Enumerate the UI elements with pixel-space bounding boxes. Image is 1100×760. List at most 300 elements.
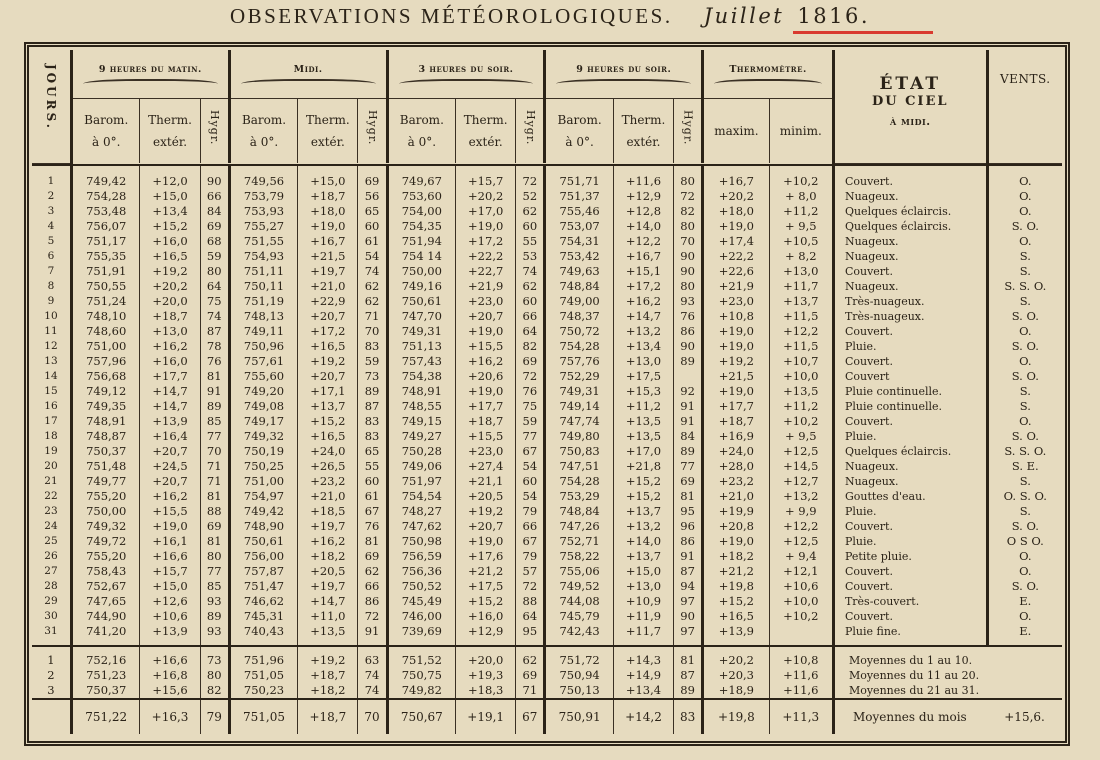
cell-vents: O. — [987, 549, 1062, 564]
cell-hygr-midi: 56 — [358, 189, 387, 204]
col-vents: VENTS. — [987, 50, 1062, 163]
cell-therm-3s: +21,9 — [456, 279, 516, 294]
cell-therm-midi: +18,5 — [298, 504, 358, 519]
cell-day: 13 — [44, 354, 58, 367]
table-row — [32, 249, 1062, 264]
cell-therm-minim: +10,2 — [769, 609, 833, 624]
cell-therm-3s: +18,7 — [456, 414, 516, 429]
cell-hygr-9m: 59 — [200, 249, 229, 264]
cell-therm-midi: +21,5 — [298, 249, 358, 264]
table-row — [32, 429, 1062, 444]
cell-therm-maxim: +15,2 — [703, 594, 769, 609]
cell-therm-midi: +19,2 — [298, 354, 358, 369]
cell-therm-maxim: +18,2 — [703, 549, 769, 564]
table-row — [32, 624, 1062, 646]
col-barom-3: Barom. à 0°. — [387, 99, 456, 164]
cell-therm-3s: +16,0 — [456, 609, 516, 624]
cell-etat-du-ciel: Quelques éclaircis. — [833, 204, 987, 219]
cell-etat-du-ciel: Couvert — [833, 369, 987, 384]
cell-hygr-3s: 66 — [516, 519, 545, 534]
month-cell-therm-9m: +16,3 — [140, 700, 200, 734]
table-row — [32, 165, 1062, 189]
title-text: OBSERVATIONS MÉTÉOROLOGIQUES. — [229, 4, 673, 28]
cell-vents: S. O. — [987, 579, 1062, 594]
cell-therm-9s: +13,2 — [613, 519, 673, 534]
cell-hygr-midi: 72 — [358, 609, 387, 624]
cell-barom-9m: 748,10 — [71, 309, 140, 324]
cell-therm-9m: +16,5 — [140, 249, 200, 264]
cell-therm-maxim: +16,7 — [703, 165, 769, 189]
cell-vents: E. — [987, 594, 1062, 609]
avg-cell-therm-3s: +20,0 — [456, 647, 516, 668]
cell-therm-9m: +19,0 — [140, 519, 200, 534]
cell-hygr-midi: 65 — [358, 204, 387, 219]
avg-cell-therm-3s: +18,3 — [456, 683, 516, 699]
cell-etat-du-ciel: Couvert. — [833, 264, 987, 279]
cell-hygr-9m: 78 — [200, 339, 229, 354]
cell-therm-9s: +10,9 — [613, 594, 673, 609]
month-average-label: Moyennes du mois — [833, 700, 987, 734]
cell-hygr-9m: 85 — [200, 579, 229, 594]
cell-hygr-midi: 86 — [358, 594, 387, 609]
cell-hygr-3s: 72 — [516, 579, 545, 594]
observations-table — [32, 50, 1062, 734]
cell-therm-maxim: +19,8 — [703, 579, 769, 594]
cell-hygr-midi: 65 — [358, 444, 387, 459]
cell-therm-minim: +11,7 — [769, 279, 833, 294]
cell-barom-9m: 748,91 — [71, 414, 140, 429]
cell-barom-9m: 755,20 — [71, 489, 140, 504]
cell-day: 26 — [44, 549, 58, 562]
cell-therm-midi: +23,2 — [298, 474, 358, 489]
table-row — [32, 384, 1062, 399]
cell-hygr-3s: 62 — [516, 279, 545, 294]
cell-therm-midi: +15,0 — [298, 165, 358, 189]
avg-cell-barom-9s: 751,72 — [545, 647, 614, 668]
cell-vents: S. — [987, 294, 1062, 309]
cell-day: 10 — [44, 309, 58, 322]
cell-therm-9m: +16,2 — [140, 489, 200, 504]
cell-therm-minim: + 8,2 — [769, 249, 833, 264]
cell-therm-9m: +12,0 — [140, 165, 200, 189]
cell-barom-9m: 755,35 — [71, 249, 140, 264]
cell-day: 23 — [44, 504, 58, 517]
cell-hygr-3s: 72 — [516, 369, 545, 384]
month-cell-therm-3s: +19,1 — [456, 700, 516, 734]
cell-hygr-9m: 81 — [200, 534, 229, 549]
cell-therm-minim: + 8,0 — [769, 189, 833, 204]
cell-therm-9m: +15,5 — [140, 504, 200, 519]
cell-therm-maxim: +17,4 — [703, 234, 769, 249]
cell-day: 14 — [44, 369, 58, 382]
cell-hygr-9m: 77 — [200, 429, 229, 444]
cell-therm-9m: +16,0 — [140, 354, 200, 369]
table-row — [32, 579, 1062, 594]
cell-therm-9m: +17,7 — [140, 369, 200, 384]
cell-barom-midi: 749,56 — [229, 165, 298, 189]
cell-hygr-3s: 53 — [516, 249, 545, 264]
cell-etat-du-ciel: Couvert. — [833, 165, 987, 189]
cell-day: 20 — [44, 459, 58, 472]
cell-barom-9s: 757,76 — [545, 354, 614, 369]
cell-barom-3s: 750,98 — [387, 534, 456, 549]
cell-hygr-3s: 74 — [516, 264, 545, 279]
cell-therm-maxim: +21,0 — [703, 489, 769, 504]
cell-therm-maxim: +21,5 — [703, 369, 769, 384]
avg-cell-day: 2 — [47, 667, 55, 682]
cell-therm-9m: +16,1 — [140, 534, 200, 549]
cell-barom-midi: 753,93 — [229, 204, 298, 219]
cell-barom-midi: 751,00 — [229, 474, 298, 489]
cell-etat-du-ciel: Nuageux. — [833, 249, 987, 264]
cell-therm-midi: +17,1 — [298, 384, 358, 399]
cell-therm-midi: +20,7 — [298, 369, 358, 384]
table-row — [32, 474, 1062, 489]
cell-hygr-9s: 91 — [674, 399, 703, 414]
cell-hygr-3s: 59 — [516, 414, 545, 429]
cell-therm-maxim: +23,2 — [703, 474, 769, 489]
decade-averages — [32, 646, 1062, 699]
cell-therm-minim: +14,5 — [769, 459, 833, 474]
avg-cell-etat-du-ciel: Moyennes du 21 au 31. — [833, 683, 1062, 699]
cell-therm-9m: +14,7 — [140, 384, 200, 399]
cell-therm-minim: +11,5 — [769, 339, 833, 354]
avg-cell-barom-midi: 751,05 — [229, 668, 298, 683]
cell-barom-midi: 750,61 — [229, 534, 298, 549]
cell-therm-maxim: +19,0 — [703, 219, 769, 234]
cell-therm-maxim: +10,8 — [703, 309, 769, 324]
cell-etat-du-ciel: Couvert. — [833, 324, 987, 339]
cell-day: 16 — [44, 399, 58, 412]
cell-therm-9m: +20,2 — [140, 279, 200, 294]
avg-cell-hygr-9s: 81 — [674, 647, 703, 668]
cell-therm-maxim: +19,0 — [703, 534, 769, 549]
cell-therm-9m: +18,7 — [140, 309, 200, 324]
cell-therm-3s: +20,2 — [456, 189, 516, 204]
avg-cell-barom-midi: 750,23 — [229, 683, 298, 699]
cell-etat-du-ciel: Pluie. — [833, 504, 987, 519]
cell-barom-9m: 758,43 — [71, 564, 140, 579]
cell-therm-minim: +12,2 — [769, 324, 833, 339]
cell-barom-3s: 739,69 — [387, 624, 456, 646]
cell-barom-9s: 754,31 — [545, 234, 614, 249]
cell-barom-9m: 749,77 — [71, 474, 140, 489]
cell-hygr-9m: 85 — [200, 414, 229, 429]
cell-hygr-3s: 64 — [516, 324, 545, 339]
month-cell-therm-maxim: +19,8 — [703, 700, 769, 734]
cell-day: 9 — [47, 294, 55, 307]
avg-cell-therm-maxim: +20,3 — [703, 668, 769, 683]
cell-therm-9m: +20,7 — [140, 474, 200, 489]
cell-day: 17 — [44, 414, 58, 427]
cell-therm-minim: +10,5 — [769, 234, 833, 249]
cell-barom-3s: 756,36 — [387, 564, 456, 579]
cell-barom-3s: 749,67 — [387, 165, 456, 189]
avg-cell-day: 1 — [47, 652, 55, 667]
cell-hygr-midi: 76 — [358, 519, 387, 534]
cell-therm-3s: +17,7 — [456, 399, 516, 414]
cell-vents: S. — [987, 384, 1062, 399]
cell-therm-3s: +22,7 — [456, 264, 516, 279]
average-row — [32, 668, 1062, 683]
cell-therm-minim: +12,5 — [769, 534, 833, 549]
cell-hygr-midi: 66 — [358, 579, 387, 594]
avg-cell-barom-3s: 751,52 — [387, 647, 456, 668]
cell-hygr-9s — [674, 369, 703, 384]
cell-barom-midi: 751,11 — [229, 264, 298, 279]
cell-therm-9s: +13,4 — [613, 339, 673, 354]
cell-hygr-9m: 68 — [200, 234, 229, 249]
cell-hygr-3s: 54 — [516, 489, 545, 504]
cell-hygr-9s: 86 — [674, 324, 703, 339]
cell-hygr-3s: 67 — [516, 534, 545, 549]
cell-therm-9m: +15,0 — [140, 579, 200, 594]
cell-barom-midi: 751,47 — [229, 579, 298, 594]
cell-hygr-9m: 93 — [200, 624, 229, 646]
cell-therm-3s: +27,4 — [456, 459, 516, 474]
cell-therm-9m: +13,0 — [140, 324, 200, 339]
cell-etat-du-ciel: Pluie. — [833, 534, 987, 549]
cell-therm-9m: +24,5 — [140, 459, 200, 474]
cell-barom-midi: 751,55 — [229, 234, 298, 249]
cell-hygr-3s: 62 — [516, 204, 545, 219]
cell-barom-9s: 742,43 — [545, 624, 614, 646]
cell-etat-du-ciel: Couvert. — [833, 414, 987, 429]
cell-therm-9s: +13,0 — [613, 354, 673, 369]
cell-therm-maxim: +21,9 — [703, 279, 769, 294]
cell-barom-midi: 749,08 — [229, 399, 298, 414]
cell-hygr-9s: 90 — [674, 249, 703, 264]
cell-barom-9s: 750,83 — [545, 444, 614, 459]
cell-barom-9s: 751,37 — [545, 189, 614, 204]
cell-therm-9s: +14,7 — [613, 309, 673, 324]
cell-hygr-9m: 88 — [200, 504, 229, 519]
cell-barom-midi: 749,32 — [229, 429, 298, 444]
cell-hygr-9m: 90 — [200, 165, 229, 189]
cell-therm-minim: +12,7 — [769, 474, 833, 489]
cell-therm-9m: +20,0 — [140, 294, 200, 309]
cell-vents: O. — [987, 189, 1062, 204]
cell-barom-midi: 750,25 — [229, 459, 298, 474]
cell-barom-9m: 754,28 — [71, 189, 140, 204]
cell-hygr-9s: 76 — [674, 309, 703, 324]
table-row — [32, 519, 1062, 534]
cell-therm-minim: +10,2 — [769, 165, 833, 189]
cell-hygr-midi: 62 — [358, 564, 387, 579]
avg-cell-day: 3 — [47, 682, 55, 697]
table-row — [32, 399, 1062, 414]
cell-hygr-9m: 80 — [200, 264, 229, 279]
cell-barom-9s: 748,84 — [545, 504, 614, 519]
cell-therm-midi: +20,5 — [298, 564, 358, 579]
cell-therm-3s: +19,0 — [456, 219, 516, 234]
cell-hygr-3s: 66 — [516, 309, 545, 324]
cell-hygr-9s: 84 — [674, 429, 703, 444]
cell-therm-9m: +16,0 — [140, 234, 200, 249]
cell-therm-midi: +21,0 — [298, 489, 358, 504]
cell-therm-3s: +15,5 — [456, 429, 516, 444]
cell-day: 19 — [44, 444, 58, 457]
cell-therm-9m: +13,4 — [140, 204, 200, 219]
month-average — [32, 699, 1062, 734]
cell-hygr-midi: 83 — [358, 339, 387, 354]
table-row — [32, 309, 1062, 324]
cell-therm-9s: +11,7 — [613, 624, 673, 646]
cell-day: 12 — [44, 339, 58, 352]
cell-barom-9s: 753,07 — [545, 219, 614, 234]
avg-cell-hygr-3s: 69 — [516, 668, 545, 683]
cell-hygr-9s: 91 — [674, 549, 703, 564]
cell-vents: O. — [987, 354, 1062, 369]
cell-etat-du-ciel: Nuageux. — [833, 459, 987, 474]
cell-barom-3s: 754,54 — [387, 489, 456, 504]
cell-therm-9s: +17,0 — [613, 444, 673, 459]
month-cell-therm-minim: +11,3 — [769, 700, 833, 734]
cell-hygr-midi: 73 — [358, 369, 387, 384]
cell-therm-minim: + 9,5 — [769, 219, 833, 234]
cell-vents: S. — [987, 474, 1062, 489]
cell-hygr-midi: 59 — [358, 354, 387, 369]
cell-hygr-9s: 90 — [674, 609, 703, 624]
cell-hygr-3s: 82 — [516, 339, 545, 354]
cell-therm-3s: +17,0 — [456, 204, 516, 219]
avg-cell-therm-3s: +19,3 — [456, 668, 516, 683]
cell-hygr-9s: 80 — [674, 279, 703, 294]
cell-therm-minim: +10,7 — [769, 354, 833, 369]
average-row — [32, 683, 1062, 699]
cell-barom-9s: 747,74 — [545, 414, 614, 429]
avg-cell-barom-9s: 750,13 — [545, 683, 614, 699]
cell-barom-9m: 753,48 — [71, 204, 140, 219]
col-hygr-1: Hygr. — [200, 99, 229, 164]
cell-therm-midi: +16,5 — [298, 339, 358, 354]
cell-barom-9s: 749,31 — [545, 384, 614, 399]
cell-vents: O. — [987, 414, 1062, 429]
cell-hygr-9s: 82 — [674, 204, 703, 219]
col-barom-1: Barom. à 0°. — [71, 99, 140, 164]
cell-hygr-3s: 60 — [516, 474, 545, 489]
cell-vents: O S O. — [987, 534, 1062, 549]
cell-therm-maxim: +23,0 — [703, 294, 769, 309]
cell-hygr-3s: 60 — [516, 294, 545, 309]
cell-hygr-9s: 89 — [674, 444, 703, 459]
cell-hygr-9m: 84 — [200, 204, 229, 219]
cell-etat-du-ciel: Gouttes d'eau. — [833, 489, 987, 504]
cell-barom-midi: 749,20 — [229, 384, 298, 399]
cell-barom-3s: 749,27 — [387, 429, 456, 444]
cell-hygr-9m: 93 — [200, 594, 229, 609]
cell-hygr-9s: 77 — [674, 459, 703, 474]
cell-barom-midi: 755,60 — [229, 369, 298, 384]
table-row — [32, 219, 1062, 234]
avg-cell-therm-9s: +14,3 — [613, 647, 673, 668]
cell-therm-midi: +19,7 — [298, 579, 358, 594]
cell-etat-du-ciel: Petite pluie. — [833, 549, 987, 564]
cell-barom-midi: 749,17 — [229, 414, 298, 429]
cell-therm-9s: +13,5 — [613, 429, 673, 444]
table-row — [32, 504, 1062, 519]
cell-barom-3s: 754,00 — [387, 204, 456, 219]
cell-barom-3s: 748,91 — [387, 384, 456, 399]
cell-barom-midi: 754,93 — [229, 249, 298, 264]
cell-therm-maxim: +21,2 — [703, 564, 769, 579]
cell-day: 28 — [44, 579, 58, 592]
cell-barom-9s: 749,14 — [545, 399, 614, 414]
cell-barom-3s: 750,28 — [387, 444, 456, 459]
cell-barom-midi: 750,11 — [229, 279, 298, 294]
month-cell-barom-midi: 751,05 — [229, 700, 298, 734]
cell-hygr-3s: 77 — [516, 429, 545, 444]
cell-therm-minim: +11,2 — [769, 399, 833, 414]
cell-therm-midi: +20,7 — [298, 309, 358, 324]
avg-cell-therm-9s: +13,4 — [613, 683, 673, 699]
avg-cell-hygr-midi: 63 — [358, 647, 387, 668]
cell-barom-midi: 749,42 — [229, 504, 298, 519]
cell-therm-3s: +21,1 — [456, 474, 516, 489]
cell-vents: S. S. O. — [987, 279, 1062, 294]
cell-day: 1 — [47, 174, 55, 187]
cell-etat-du-ciel: Couvert. — [833, 564, 987, 579]
cell-therm-3s: +20,7 — [456, 309, 516, 324]
cell-day: 22 — [44, 489, 58, 502]
cell-therm-midi: +21,0 — [298, 279, 358, 294]
cell-etat-du-ciel: Quelques éclaircis. — [833, 444, 987, 459]
cell-barom-3s: 756,59 — [387, 549, 456, 564]
cell-barom-9m: 749,35 — [71, 399, 140, 414]
avg-cell-barom-9m: 751,23 — [71, 668, 140, 683]
cell-therm-midi: +16,7 — [298, 234, 358, 249]
cell-hygr-3s: 52 — [516, 189, 545, 204]
cell-day: 8 — [47, 279, 55, 292]
cell-barom-3s: 747,70 — [387, 309, 456, 324]
cell-hygr-9m: 69 — [200, 519, 229, 534]
cell-hygr-midi: 67 — [358, 504, 387, 519]
cell-barom-3s: 748,55 — [387, 399, 456, 414]
cell-therm-minim: +10,2 — [769, 414, 833, 429]
cell-barom-3s: 750,52 — [387, 579, 456, 594]
avg-cell-barom-9s: 750,94 — [545, 668, 614, 683]
cell-hygr-midi: 60 — [358, 474, 387, 489]
cell-hygr-3s: 60 — [516, 219, 545, 234]
table-row — [32, 279, 1062, 294]
cell-barom-9m: 748,60 — [71, 324, 140, 339]
cell-hygr-9m: 66 — [200, 189, 229, 204]
cell-hygr-midi: 83 — [358, 414, 387, 429]
cell-hygr-9s: 97 — [674, 594, 703, 609]
cell-barom-9m: 756,68 — [71, 369, 140, 384]
month-cell-hygr-3s: 67 — [516, 700, 545, 734]
cell-therm-3s: +19,2 — [456, 504, 516, 519]
cell-hygr-9s: 97 — [674, 624, 703, 646]
cell-therm-minim: +13,2 — [769, 489, 833, 504]
table-row — [32, 564, 1062, 579]
cell-therm-9s: +13,5 — [613, 414, 673, 429]
cell-barom-9m: 757,96 — [71, 354, 140, 369]
cell-hygr-3s: 57 — [516, 564, 545, 579]
cell-barom-3s: 754,35 — [387, 219, 456, 234]
cell-therm-3s: +20,6 — [456, 369, 516, 384]
cell-hygr-9s: 81 — [674, 489, 703, 504]
avg-cell-etat-du-ciel: Moyennes du 1 au 10. — [833, 647, 1062, 668]
col-minim: minim. — [769, 99, 833, 164]
cell-hygr-9m: 87 — [200, 324, 229, 339]
cell-therm-midi: +26,5 — [298, 459, 358, 474]
table-row — [32, 414, 1062, 429]
cell-barom-9s: 753,42 — [545, 249, 614, 264]
avg-cell-therm-minim: +11,6 — [769, 683, 833, 699]
month-average-value: +15,6. — [1004, 709, 1045, 724]
cell-therm-minim: + 9,4 — [769, 549, 833, 564]
